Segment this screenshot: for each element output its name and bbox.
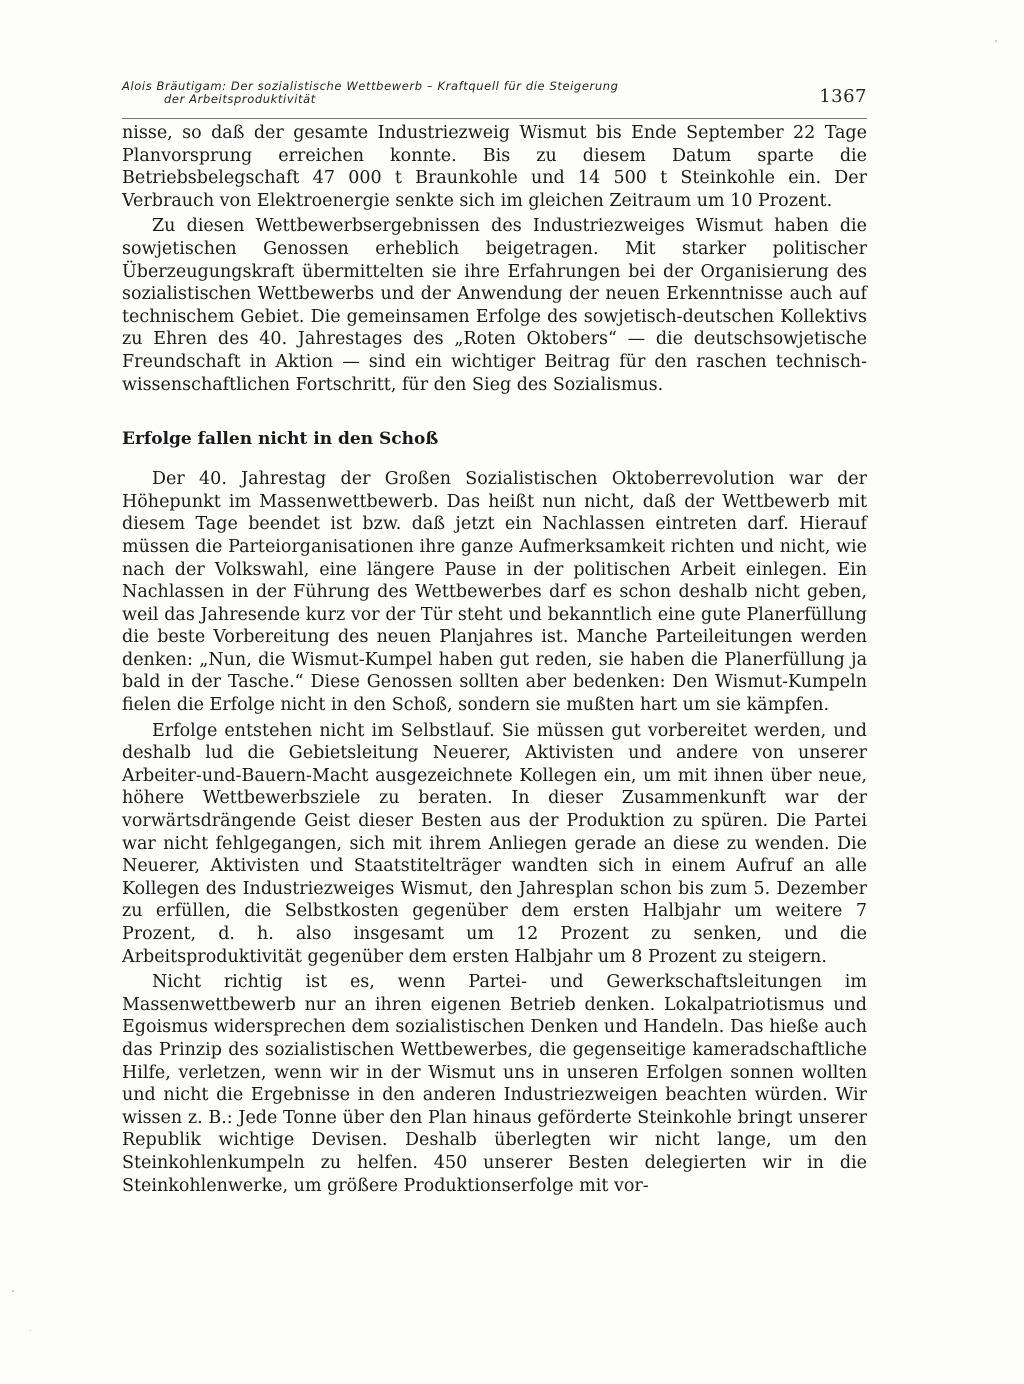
paragraph-continued: nisse, so daß der gesamte Industriezweig Wismut bis Ende September 22 Tage Planvorsprung erreichen konnte. Bis zu diesem Datum sparte die Betriebsbelegschaft 47 000 t Braunkohle und 14 500 t Steinkohle ein. Der Verbrauch von Elektroenergie senkte sich im gleichen Zeitraum um 10 Prozent. <box>122 123 867 211</box>
paragraph: Der 40. Jahrestag der Großen Sozialistischen Oktoberrevolution war der Höhepunkt im Massenwettbewerb. Das heißt nun nicht, daß der Wettbewerb mit diesem Tage beendet ist bzw. daß jetzt ein Nachlassen eintreten darf. Hierauf müssen die Parteiorganisationen ihre ganze Aufmerksamkeit richten und nicht, wie nach der Volkswahl, eine längere Pause in der politischen Arbeit einlegen. Ein Nachlassen in der Führung des Wettbewerbes darf es schon deshalb nicht geben, weil das Jahresende kurz vor der Tür steht und bekanntlich eine gute Planerfüllung die beste Vorbereitung des neuen Planjahres ist. Manche Parteileitungen werden denken: „Nun, die Wismut-Kumpel haben gut reden, sie haben die Planerfüllung ja bald in der Tasche.“ Diese Genossen sollten aber bedenken: Den Wismut-Kumpeln fielen die Erfolge nicht in den Schoß, sondern sie mußten hart um sie kämpfen. <box>122 469 867 716</box>
running-title <box>122 80 782 106</box>
scan-speck <box>12 1290 14 1292</box>
header-divider <box>122 118 867 119</box>
running-header <box>122 80 867 114</box>
page-number: 1367 <box>819 86 867 107</box>
section-heading: Erfolge fallen nicht in den Schoß <box>122 429 439 450</box>
paragraph: Nicht richtig ist es, wenn Partei- und Gewerkschaftsleitungen im Massenwettbewerb nur an ihren eigenen Betrieb denken. Lokalpatriotismus und Egoismus widersprechen dem sozialistischen Denken und Handeln. Das hieße auch das Prinzip des sozialistischen Wettbewerbes, die gegenseitige kameradschaftliche Hilfe, verletzen, wenn wir in der Wismut uns in unseren Erfolgen sonnen wollten und nicht die Ergebnisse in den anderen Industriezweigen beachten würden. Wir wissen z. B.: Jede Tonne über den Plan hinaus geförderte Steinkohle bringt unserer Republik wichtige Devisen. Deshalb überlegten wir nicht lange, um den Steinkohlenkumpeln zu helfen. 450 unserer Besten delegierten wir in die Steinkohlenwerke, um größere Produktionserfolge mit vor- <box>122 972 867 1196</box>
article-body <box>122 122 867 1197</box>
running-title-line-2: der Arbeitsproduktivität <box>164 92 316 106</box>
paragraph: Zu diesen Wettbewerbsergebnissen des Industriezweiges Wismut haben die sowjetischen Genossen erheblich beigetragen. Mit starker politischer Überzeugungskraft übermittelten sie ihre Erfahrungen bei der Organisierung des sozialistischen Wettbewerbs und der Anwendung der neuen Erkenntnisse auch auf technischem Gebiet. Die gemeinsamen Erfolge des sowjetisch-deutschen Kollektivs zu Ehren des 40. Jahrestages des „Roten Oktobers“ — die deutschsowjetische Freundschaft in Aktion — sind ein wichtiger Beitrag für den raschen technisch-wissenschaftlichen Fortschritt, für den Sieg des Sozialismus. <box>122 216 867 395</box>
paragraph: Erfolge entstehen nicht im Selbstlauf. Sie müssen gut vorbereitet werden, und deshalb lud die Gebietsleitung Neuerer, Aktivisten und andere von unserer Arbeiter-und-Bauern-Macht ausgezeichnete Kollegen ein, um mit ihnen über neue, höhere Wettbewerbsziele zu beraten. In dieser Zusammenkunft war der vorwärtsdrängende Geist dieser Besten aus der Produktion zu spüren. Die Partei war nicht fehlgegangen, sich mit ihrem Anliegen gerade an diese zu wenden. Die Neuerer, Aktivisten und Staatstitelträger wandten sich in einem Aufruf an alle Kollegen des Industriezweiges Wismut, den Jahresplan schon bis zum 5. Dezember zu erfüllen, die Selbstkosten gegenüber dem ersten Halbjahr um weitere 7 Prozent, d. h. also insgesamt um 12 Prozent zu senken, und die Arbeitsproduktivität gegenüber dem ersten Halbjahr um 8 Prozent zu steigern. <box>122 720 867 967</box>
scan-speck <box>995 40 997 42</box>
scan-speck <box>30 1330 31 1331</box>
running-title-line-1: Alois Bräutigam: Der sozialistische Wettbewerb – Kraftquell für die Steigerung <box>122 79 619 93</box>
